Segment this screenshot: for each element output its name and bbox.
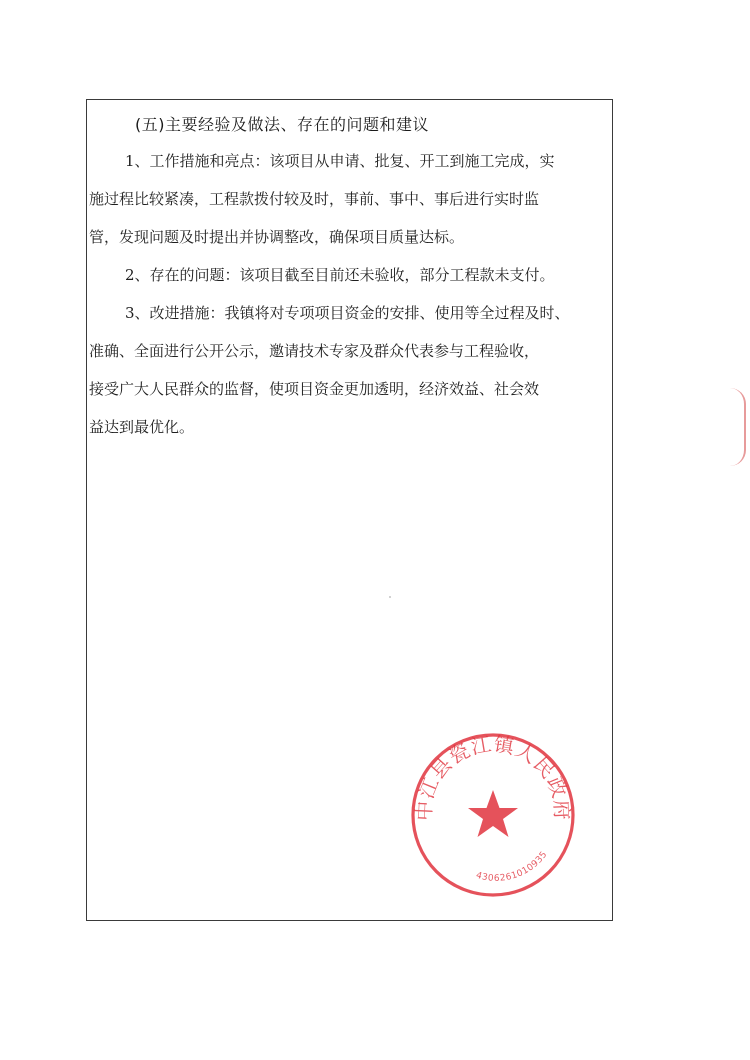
paragraph-line: 施过程比较紧凑，工程款拨付较及时，事前、事中、事后进行实时监	[89, 190, 540, 208]
seal-code: 4306261010935	[474, 849, 550, 884]
paragraph-line: 2、存在的问题：该项目截至目前还未验收，部分工程款未支付。	[125, 266, 555, 284]
star-icon	[468, 790, 518, 837]
paragraph-line: 益达到最优化。	[89, 418, 195, 436]
seal-name: 中江县瓷江镇人民政府	[411, 731, 575, 822]
svg-text:4306261010935	[475, 850, 550, 884]
official-seal	[408, 730, 578, 900]
paragraph-line: 接受广大人民群众的监督，使项目资金更加透明，经济效益、社会效	[89, 380, 540, 398]
paragraph-line: 1、工作措施和亮点：该项目从申请、批复、开工到施工完成，实	[125, 152, 555, 170]
paragraph-line: 管，发现问题及时提出并协调整改，确保项目质量达标。	[89, 228, 465, 246]
adjacent-page-seal-edge	[730, 388, 746, 466]
paragraph-line: 3、改进措施：我镇将对专项项目资金的安排、使用等全过程及时、	[125, 304, 570, 322]
paragraph-line: 准确、全面进行公开公示，邀请技术专家及群众代表参与工程验收，	[89, 342, 540, 360]
scan-speck	[389, 596, 391, 598]
section-title: (五)主要经验及做法、存在的问题和建议	[135, 115, 429, 134]
